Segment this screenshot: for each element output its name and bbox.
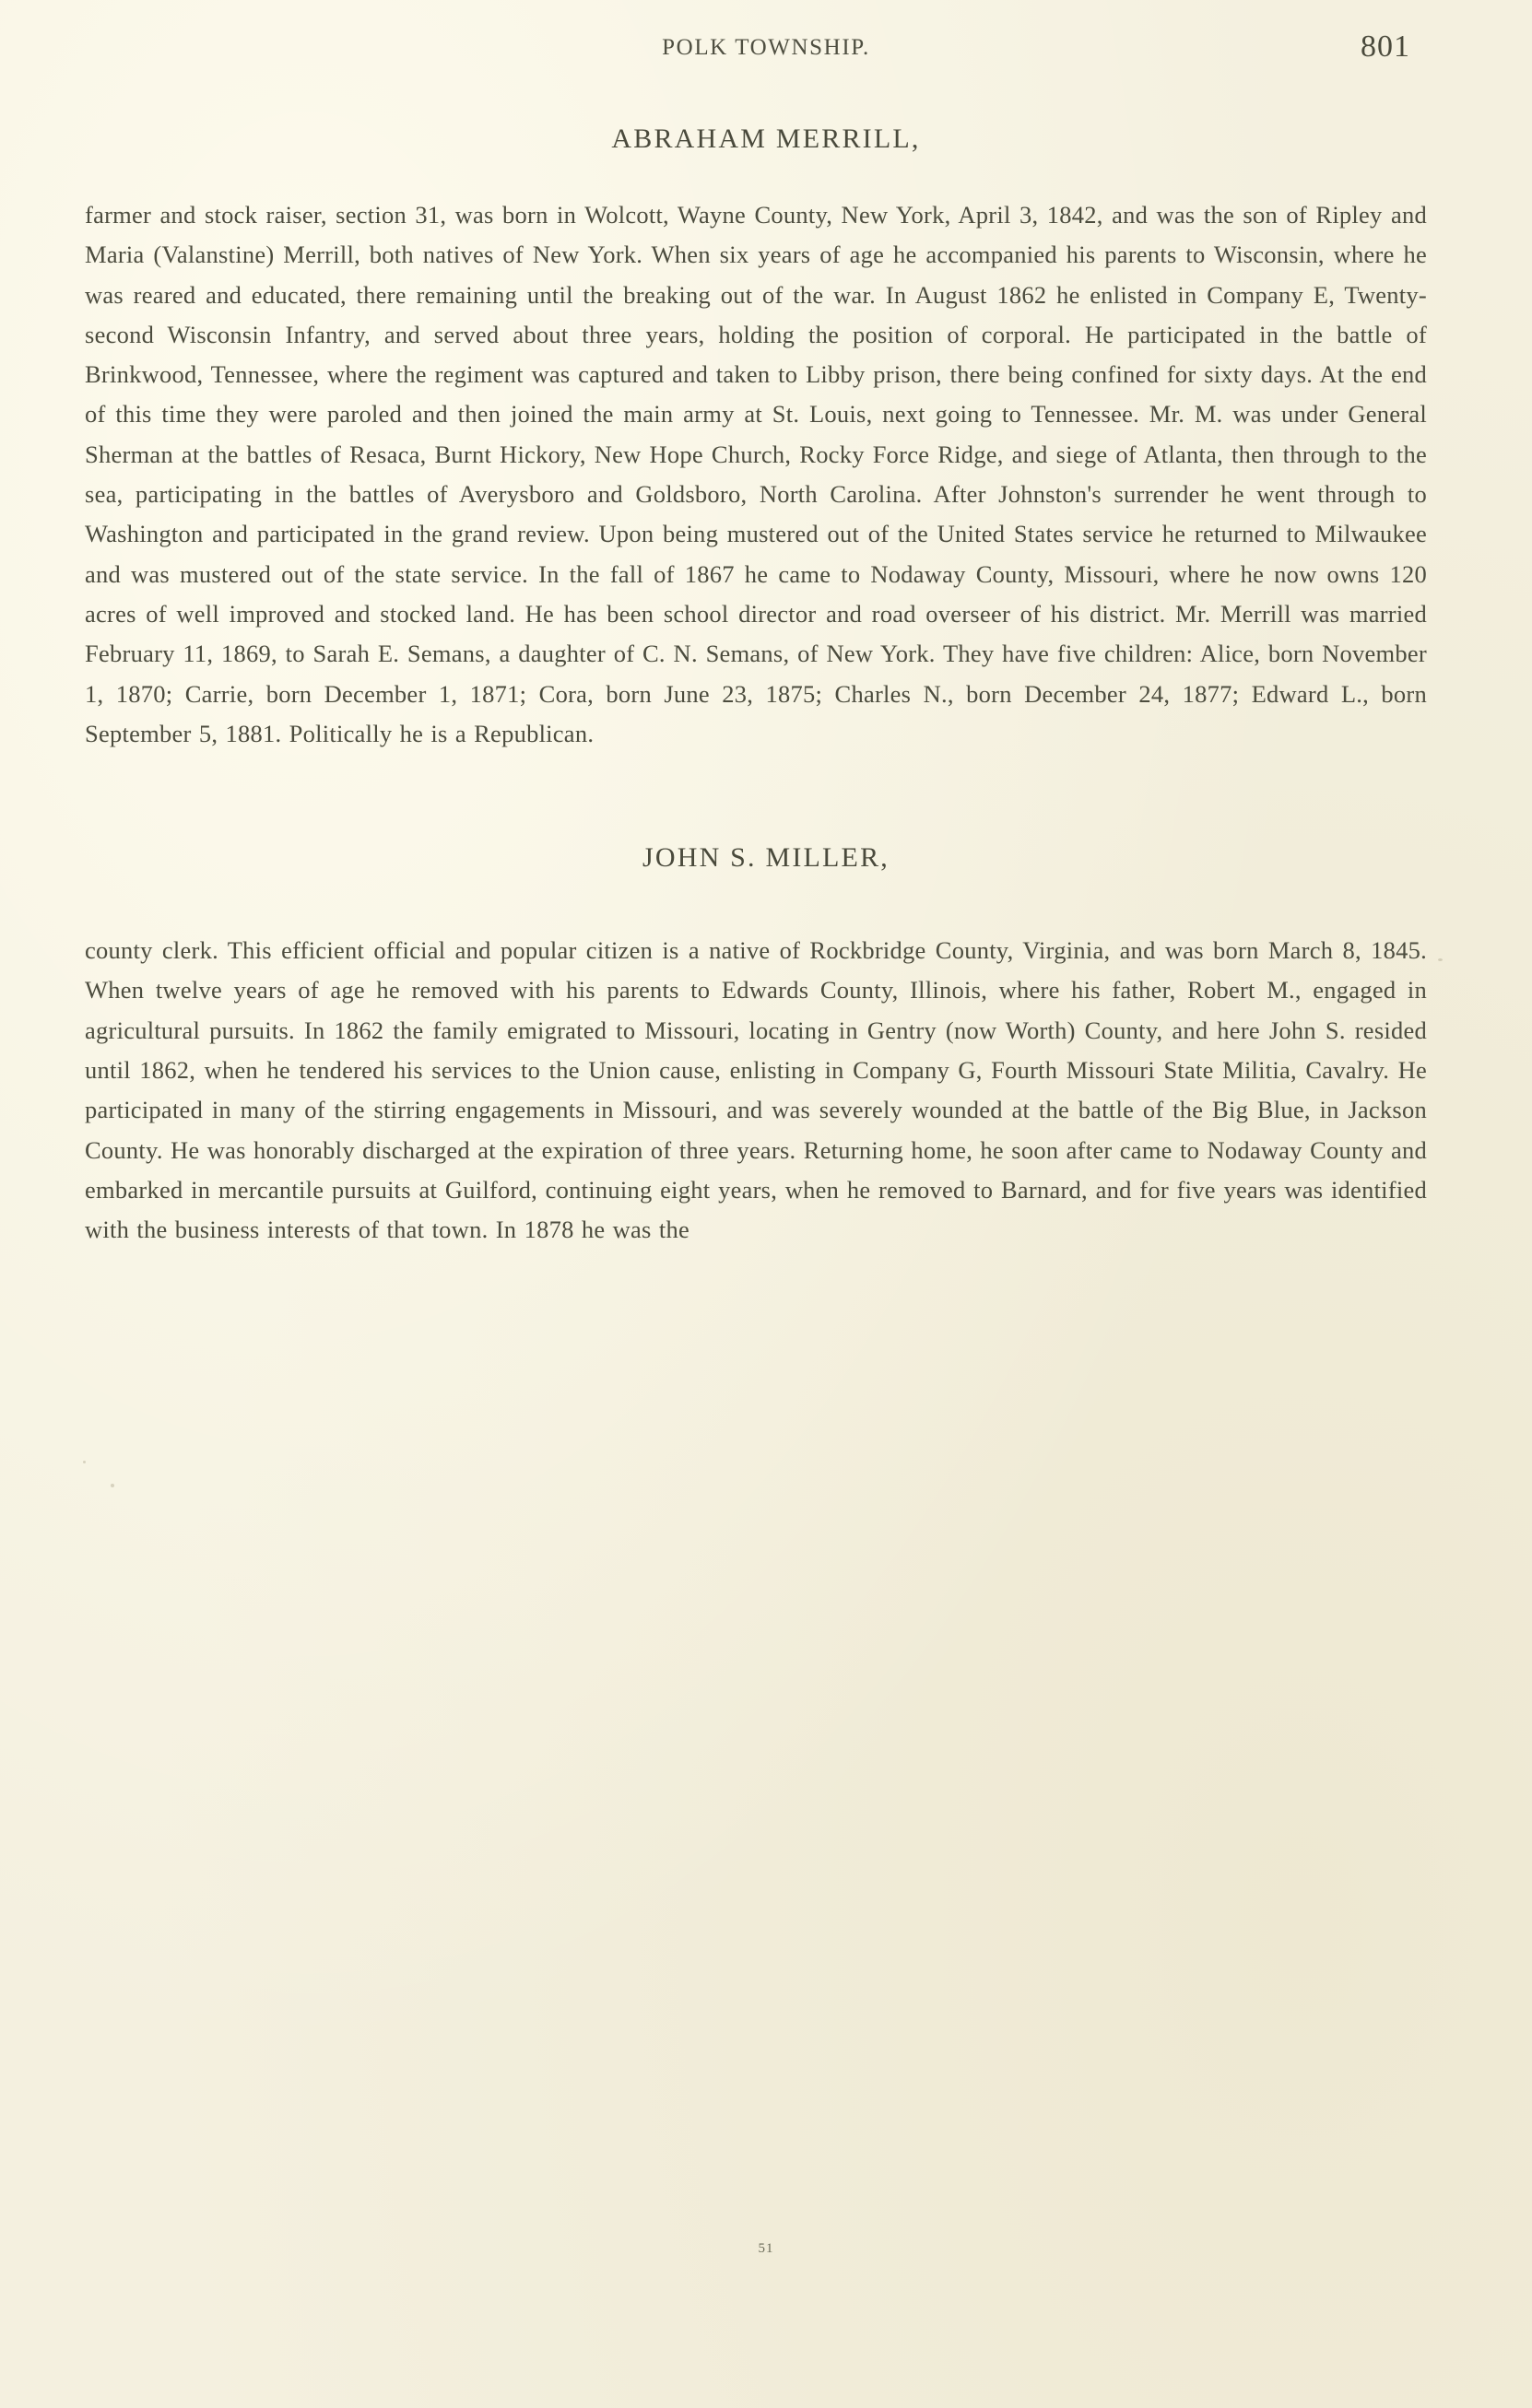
- running-head-title: POLK TOWNSHIP.: [662, 35, 870, 60]
- paper-speck: [1438, 958, 1443, 961]
- page-content: [66, 29, 1466, 2339]
- signature-mark: 51: [758, 2241, 774, 2256]
- paper-speck: [83, 1461, 86, 1463]
- entry-heading-miller: JOHN S. MILLER,: [642, 842, 890, 874]
- entry-paragraph: farmer and stock raiser, section 31, was born in Wolcott, Wayne County, New York, April 3, 1842, and was the son of Ripley and Maria (Valanstine) Merrill, both natives of New York. When six years of age he accompanied his parents to Wisconsin, where he was reared and educated, there remaining until the breaking out of the war. In August 1862 he enlisted in Company E, Twenty-second Wisconsin Infantry, and served about three years, holding the position of corporal. He participated in the battle of Brinkwood, Tennessee, where the regiment was captured and taken to Libby prison, there being confined for sixty days. At the end of this time they were paroled and then joined the main army at St. Louis, next going to Tennessee. Mr. M. was under General Sherman at the battles of Resaca, Burnt Hickory, New Hope Church, Rocky Force Ridge, and siege of Atlanta, then through to the sea, participating in the battles of Averysboro and Goldsboro, North Carolina. After Johnston's surrender he went through to Washington and participated in the grand review. Upon being mustered out of the United States service he returned to Milwaukee and was mustered out of the state service. In the fall of 1867 he came to Nodaway County, Missouri, where he now owns 120 acres of well improved and stocked land. He has been school director and road overseer of his district. Mr. Merrill was married February 11, 1869, to Sarah E. Semans, a daughter of C. N. Semans, of New York. They have five children: Alice, born November 1, 1870; Carrie, born December 1, 1871; Cora, born June 23, 1875; Charles N., born December 24, 1877; Edward L., born September 5, 1881. Politically he is a Republican.: [85, 201, 1427, 747]
- page-number: 801: [1361, 29, 1410, 64]
- entry-body-miller: [66, 931, 1466, 1250]
- entry-paragraph: county clerk. This efficient official and popular citizen is a native of Rockbridge County, Virginia, and was born March 8, 1845. When twelve years of age he removed with his parents to Edwards County, Illinois, where his father, Robert M., engaged in agricultural pursuits. In 1862 the family emigrated to Missouri, locating in Gentry (now Worth) County, and here John S. resided until 1862, when he tendered his services to the Union cause, enlisting in Company G, Fourth Missouri State Militia, Cavalry. He participated in many of the stirring engagements in Missouri, and was severely wounded at the battle of the Big Blue, in Jackson County. He was honorably discharged at the expiration of three years. Returning home, he soon after came to Nodaway County and embarked in mercantile pursuits at Guilford, continuing eight years, when he removed to Barnard, and for five years was identified with the business interests of that town. In 1878 he was the: [85, 936, 1427, 1244]
- entry-body-merrill: [66, 195, 1466, 754]
- paper-speck: [111, 1484, 114, 1487]
- entry-heading-merrill: ABRAHAM MERRILL,: [611, 123, 921, 154]
- running-head: [66, 29, 1466, 88]
